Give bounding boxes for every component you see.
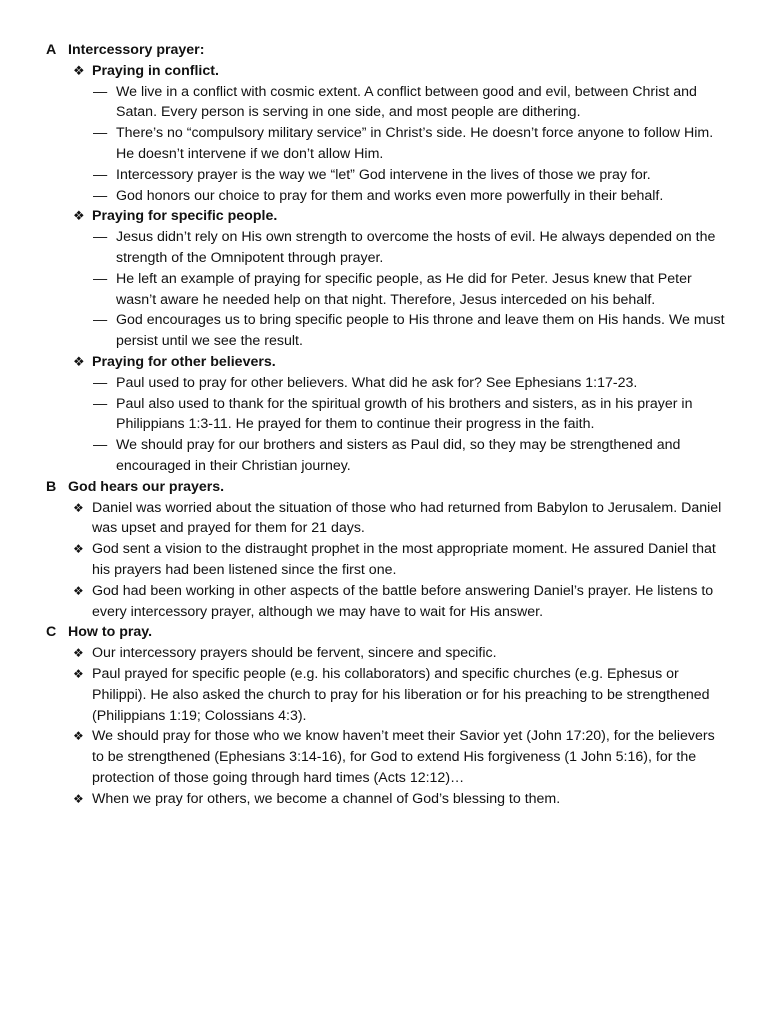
section-letter: C [46, 624, 57, 641]
section-letter: B [46, 478, 57, 495]
list-item [0, 664, 768, 726]
em-dash-bullet-icon: — [93, 374, 108, 391]
list-item-text: Daniel was worried about the situation of those who had returned from Babylon to Jerusalem. Daniel was upset and prayed for them for 21 days. [92, 499, 722, 537]
diamond-bullet-icon: ❖ [73, 62, 85, 78]
list-item [0, 82, 768, 124]
section-c [0, 622, 768, 809]
subsection-heading [0, 61, 768, 82]
diamond-bullet-icon: ❖ [73, 208, 85, 224]
subsection-title: Praying in conflict. [92, 62, 219, 79]
list-item [0, 581, 768, 623]
list-item [0, 310, 768, 352]
list-item-text: Our intercessory prayers should be fervent, sincere and specific. [92, 645, 497, 662]
list-item-text: God sent a vision to the distraught prophet in the most appropriate moment. He assured Daniel that his prayers had been listened since the first one. [92, 541, 716, 578]
list-item [0, 394, 768, 436]
subsection-heading [0, 352, 768, 373]
list-item-text: Paul used to pray for other believers. What did he ask for? See Ephesians 1:17-23. [116, 374, 638, 391]
section-heading [0, 477, 768, 498]
subsection-heading [0, 206, 768, 227]
em-dash-bullet-icon: — [93, 270, 108, 287]
diamond-bullet-icon: ❖ [73, 791, 84, 806]
list-item [0, 123, 768, 165]
list-item-text: Paul prayed for specific people (e.g. his collaborators) and specific churches (e.g. Ephesus or Philippi). He also asked the church to pray for his liberation or for his preaching to be strengthened (Philippians 1:19; Colossians 4:3). [92, 665, 710, 724]
list-item-text: We should pray for our brothers and sisters as Paul did, so they may be strengthened and encouraged in their Christian journey. [116, 437, 681, 474]
list-item-text: Jesus didn’t rely on His own strength to overcome the hosts of evil. He always depended on the strength of the Omnipotent through prayer. [116, 229, 716, 266]
list-item [0, 726, 768, 788]
document-body [0, 40, 768, 809]
diamond-bullet-icon: ❖ [73, 646, 84, 661]
section-title: Intercessory prayer: [68, 42, 205, 58]
section-title: How to pray. [68, 624, 153, 641]
section-heading [0, 40, 768, 61]
em-dash-bullet-icon: — [93, 83, 108, 100]
em-dash-bullet-icon: — [93, 312, 108, 329]
list-item-text: When we pray for others, we become a channel of God’s blessing to them. [92, 790, 561, 807]
list-item-text: God honors our choice to pray for them and works even more powerfully in their behalf. [116, 187, 664, 204]
diamond-bullet-icon: ❖ [73, 353, 85, 369]
list-item-text: Paul also used to thank for the spiritual growth of his brothers and sisters, as in his prayer in Philippians 1:3-11. He prayed for them to continue their progress in the faith. [116, 395, 693, 433]
list-item [0, 498, 768, 540]
list-item [0, 227, 768, 269]
list-item [0, 186, 768, 207]
diamond-bullet-icon: ❖ [73, 542, 84, 557]
list-item-text: We should pray for those who we know haven’t meet their Savior yet (John 17:20), for the believers to be strengthened (Ephesians 3:14-16), for God to extend His forgiveness (1 John 5:16), for the protection of those going through hard times (Acts 12:12)… [92, 728, 715, 786]
list-item [0, 643, 768, 664]
list-item-text: Intercessory prayer is the way we “let” God intervene in the lives of those we pray for. [116, 166, 651, 183]
section-letter: A [46, 42, 57, 58]
em-dash-bullet-icon: — [93, 395, 108, 412]
subsection-title: Praying for other believers. [92, 353, 276, 370]
list-item-text: God had been working in other aspects of the battle before answering Daniel’s prayer. He listens to every intercessory prayer, although we may have to wait for His answer. [92, 582, 714, 620]
list-item [0, 165, 768, 186]
list-item-text: There’s no “compulsory military service” in Christ’s side. He doesn’t force anyone to follow Him. He doesn’t intervene if we don’t allow Him. [116, 125, 714, 162]
em-dash-bullet-icon: — [93, 125, 108, 142]
list-item [0, 373, 768, 394]
list-item [0, 539, 768, 581]
em-dash-bullet-icon: — [93, 187, 108, 204]
subsection-title: Praying for specific people. [92, 208, 278, 225]
list-item-text: He left an example of praying for specific people, as He did for Peter. Jesus knew that Peter wasn’t aware he needed help on that night. Therefore, Jesus interceded on his behalf. [116, 270, 692, 308]
diamond-bullet-icon: ❖ [73, 583, 84, 598]
list-item-text: God encourages us to bring specific people to His throne and leave them on His hands. We must persist until we see the result. [116, 312, 725, 350]
diamond-bullet-icon: ❖ [73, 500, 84, 515]
diamond-bullet-icon: ❖ [73, 666, 84, 681]
list-item [0, 269, 768, 311]
em-dash-bullet-icon: — [93, 437, 108, 454]
section-heading [0, 622, 768, 643]
list-item-text: We live in a conflict with cosmic extent. A conflict between good and evil, between Christ and Satan. Every person is serving in one side, and most people are dithering. [116, 83, 697, 121]
em-dash-bullet-icon: — [93, 166, 108, 183]
list-item [0, 789, 768, 810]
diamond-bullet-icon: ❖ [73, 729, 84, 744]
section-a [0, 40, 768, 477]
section-b [0, 477, 768, 623]
em-dash-bullet-icon: — [93, 229, 108, 246]
section-title: God hears our prayers. [68, 478, 225, 495]
list-item [0, 435, 768, 477]
